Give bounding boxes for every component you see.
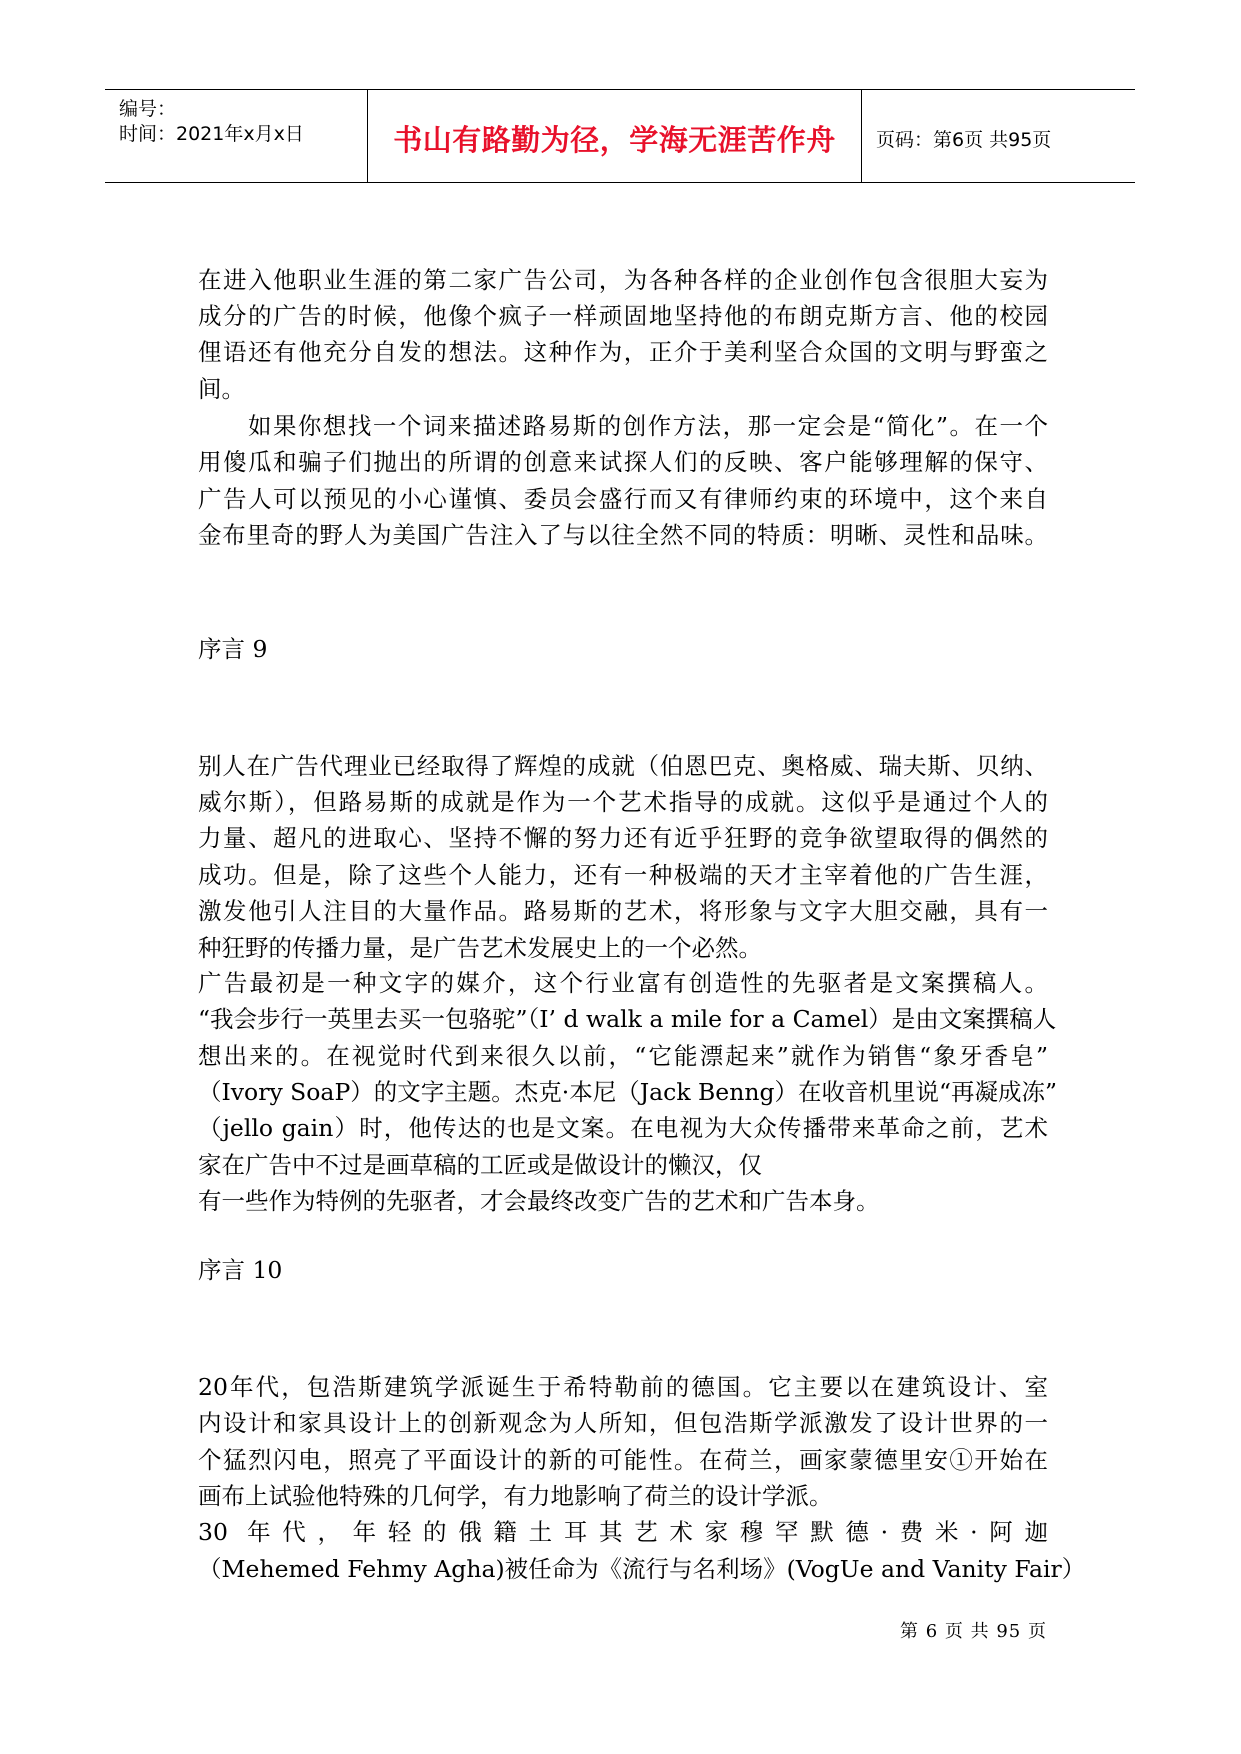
footer-page-number: 第 6 页 共 95 页 xyxy=(900,1621,1047,1642)
body-line: 想出来的。在视觉时代到来很久以前，“它能漂起来”就作为销售“象牙香皂” xyxy=(198,1042,1048,1070)
body-line: 广告人可以预见的小心谨慎、委员会盛行而又有律师约束的环境中，这个来自 xyxy=(198,485,1048,513)
body-line: 成分的广告的时候，他像个疯子一样顽固地坚持他的布朗克斯方言、他的校园 xyxy=(198,302,1048,330)
document-date-label: 时间：2021年x月x日 xyxy=(119,123,304,145)
body-line: 30 年代，年轻的俄籍土耳其艺术家穆罕默德·费米·阿迦 xyxy=(198,1518,1048,1546)
body-line: 个猛烈闪电，照亮了平面设计的新的可能性。在荷兰，画家蒙德里安①开始在 xyxy=(198,1446,1048,1474)
body-line: 成功。但是，除了这些个人能力，还有一种极端的天才主宰着他的广告生涯， xyxy=(198,861,1048,889)
document-number-label: 编号： xyxy=(119,98,177,120)
body-line: “我会步行一英里去买一包骆驼”（I’ d walk a mile for a Camel）是由文案撰稿人 xyxy=(198,1005,1057,1033)
page-footer xyxy=(900,1617,1047,1643)
body-line: 别人在广告代理业已经取得了辉煌的成就（伯恩巴克、奥格威、瑞夫斯、贝纳、 xyxy=(198,752,1048,780)
body-line: 力量、超凡的进取心、坚持不懈的努力还有近乎狂野的竞争欲望取得的偶然的 xyxy=(198,824,1048,852)
header-info-cell xyxy=(105,90,368,182)
body-line: 激发他引人注目的大量作品。路易斯的艺术，将形象与文字大胆交融，具有一 xyxy=(198,897,1048,925)
body-line: 有一些作为特例的先驱者，才会最终改变广告的艺术和广告本身。 xyxy=(198,1187,880,1215)
body-line: 用傻瓜和骗子们抛出的所谓的创意来试探人们的反映、客户能够理解的保守、 xyxy=(198,448,1048,476)
body-line: 家在广告中不过是画草稿的工匠或是做设计的懒汉，仅 xyxy=(198,1151,762,1179)
section-heading: 序言 10 xyxy=(198,1256,283,1284)
body-line: 金布里奇的野人为美国广告注入了与以往全然不同的特质：明晰、灵性和品味。 xyxy=(198,521,1048,549)
body-line: 间。 xyxy=(198,375,245,403)
body-line: 种狂野的传播力量，是广告艺术发展史上的一个必然。 xyxy=(198,934,762,962)
header-page-number: 页码：第6页 共95页 xyxy=(876,128,1052,151)
motto-text: 书山有路勤为径，学海无涯苦作舟 xyxy=(393,122,836,157)
body-line: 广告最初是一种文字的媒介，这个行业富有创造性的先驱者是文案撰稿人。 xyxy=(198,969,1048,997)
body-line: （Ivory SoaP）的文字主题。杰克·本尼（Jack Benng）在收音机里说“再凝成冻” xyxy=(198,1078,1058,1106)
body-line: （Mehemed Fehmy Agha)被任命为《流行与名利场》(VogUe and Vanity Fair） xyxy=(198,1555,1086,1583)
body-line: （jello gain）时，他传达的也是文案。在电视为大众传播带来革命之前，艺术 xyxy=(198,1114,1048,1142)
body-line: 内设计和家具设计上的创新观念为人所知，但包浩斯学派激发了设计世界的一 xyxy=(198,1409,1048,1437)
page-header xyxy=(105,89,1135,183)
body-line: 画布上试验他特殊的几何学，有力地影响了荷兰的设计学派。 xyxy=(198,1482,833,1510)
body-line: 威尔斯），但路易斯的成就是作为一个艺术指导的成就。这似乎是通过个人的 xyxy=(198,788,1048,816)
body-line: 如果你想找一个词来描述路易斯的创作方法，那一定会是“简化”。在一个 xyxy=(198,412,1048,440)
body-line: 俚语还有他充分自发的想法。这种作为，正介于美利坚合众国的文明与野蛮之 xyxy=(198,338,1048,366)
body-line: 在进入他职业生涯的第二家广告公司，为各种各样的企业创作包含很胆大妄为 xyxy=(198,266,1048,294)
section-heading: 序言 9 xyxy=(198,635,268,663)
body-line: 20年代，包浩斯建筑学派诞生于希特勒前的德国。它主要以在建筑设计、室 xyxy=(198,1373,1048,1401)
header-page-cell xyxy=(862,90,1135,182)
header-motto-cell xyxy=(368,90,862,182)
